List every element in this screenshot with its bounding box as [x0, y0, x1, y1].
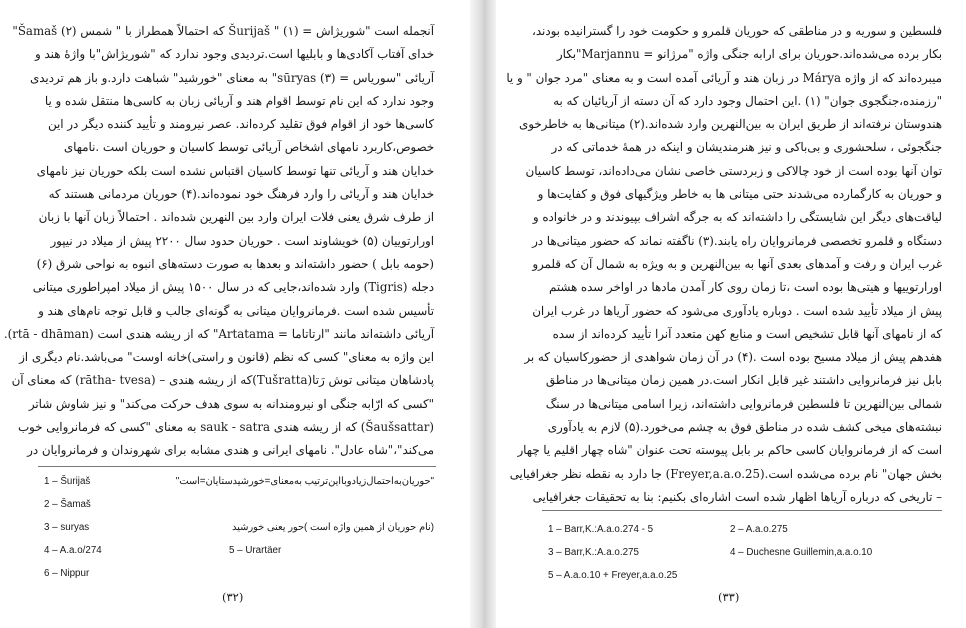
left-text-line: اورارتوییان (۵) خویشاوند است . حوریان حدود سال ۲۲۰۰ پیش از میلاد در نیپور	[50, 233, 434, 248]
left-footnote-1-text: "حوریان‌به‌احتمال‌زیادو‌بااین‌ترتیب به‌معنای=خورشیدستایان=است"	[175, 476, 434, 487]
right-text-line: شمالی بین‌النهرین تا فلسطین فرمانروایی داشته‌اند، زیرا اسامی میتانی‌ها در سنگ	[545, 396, 942, 411]
right-text-line: میبرده‌اند که از واژه Márya در زبان هند و آریائی آمده است و به معنای "مرد جوان " و یا	[506, 70, 942, 85]
left-body-text	[3, 20, 434, 463]
left-text-line: خدای آفتاب آکادی‌ها و بابلیها است.تردیدی وجود ندارد که "شوریژاش"با واژهٔ هند و	[35, 47, 434, 62]
right-text-line: بکار برده می‌شده‌اند.حوریان برای ارابه جنگی واژه "مرژانو = Marjannu"بکار	[556, 47, 942, 62]
right-text-line: بابل نیز فرمانروایی داشتند غیر قابل انکار است.در همین زمان میتانی‌ها در مناطق	[545, 373, 942, 388]
left-text-line: آریائی داشته‌اند مانند "ارتاتاما = Artatama" که از ریشه هندی است (rtā - dhāman).	[3, 326, 434, 341]
right-text-line: هفدهم پیش از میلاد مسیح بوده است .(۴) در آن زمان شواهدی از حضورکاسیان که بر	[524, 350, 942, 365]
left-text-line: وجود ندارد که این نام توسط اقوام هند و آریائی زبان به کاسی‌ها منتقل شده و یا	[44, 93, 434, 108]
left-footnote-divider	[38, 466, 436, 467]
right-text-line: پیش از میلاد تأیید شده است . دوباره یادآوری می‌شود که حضور آریاها در غرب ایران	[532, 303, 942, 318]
right-text-line: است که از فرمانروایان کاسی حاکم بر بابل پیوسته تحت عنوان "شاه چهار اقلیم یا چهار	[517, 443, 942, 458]
right-text-line: دستگاه و قلمرو تخصصی فرمانروایان راه یابند.(۳) ناگفته نماند که حضور میتانی‌ها در	[532, 233, 942, 248]
left-text-line: آریائی "سوریاس = sūryas (۳)" به معنای "خورشید" شباهت دارد.و باز هم تردیدی	[29, 70, 434, 85]
left-text-line: خدایان هند و آریائی را وارد فرهنگ خود نموده‌اند.(۴) حوریان مردمانی هستند که	[48, 187, 434, 202]
left-text-line: (Šaušsattar) که از ریشه هندی sauk - satra به معنای "کسی که فرمانروایی خوب	[17, 420, 434, 435]
left-text-line: خصوص،کاربرد نامهای اشخاص آریائی توسط کاسیان و حوریان است .نامهای	[63, 140, 434, 155]
right-body-text	[506, 20, 942, 509]
right-text-line: نبشته‌های میخی کشف شده در مناطق فوق به چشم می‌خورد.(۵) لازم به یادآوری	[547, 420, 942, 435]
left-text-line: می‌کند"،"شاه عادل". نامهای ایرانی و هندی مشابه برای شهروندان و فرمانروایان در	[27, 443, 434, 458]
left-footnote-4-label: 4 – A.a.o/274	[44, 545, 102, 556]
right-text-line: فلسطین و سوریه و در مناطقی که حوریان قلمرو و حکومت خود را گسترانیده بودند،	[532, 24, 942, 38]
left-page	[0, 0, 470, 628]
left-footnote-3-text: (نام حوریان از همین واژه است )حور یعنی خورشید	[232, 522, 434, 533]
left-footnote-6-label: 6 – Nippur	[44, 568, 90, 579]
left-text-line: پادشاهان میتانی توش رَتا(Tušratta)که از ریشه هندی – (rātha- tvesa) که معنای آن	[11, 373, 434, 388]
right-text-line: که از نامهای آنها قابل تشخیص است و منابع کهن متعدد آنرا تأیید کرده‌اند از سده	[552, 326, 942, 341]
left-text-line: (حومه بابل ) حضور داشته‌اند و بعدها به صورت دسته‌های انبوه به نواحی شرق (۶)	[36, 256, 434, 271]
right-text-line: لیاقت‌های دیگر این شایستگی را داشته‌اند که به جرگه اشراف بپیوندند و در خانواده و	[532, 210, 942, 225]
right-text-line: اورارتوییها و هیتی‌ها بوده است ،تا زمان روی کار آمدن مادها در اواخر سده هشتم	[549, 280, 942, 295]
right-footnote-2: 2 – A.a.o.275	[730, 524, 788, 535]
right-text-line: هندوستان نرفته‌اند از طریق ایران به بین‌النهرین وارد شده‌اند.(۲) میتانی‌ها به خاطرخوی	[519, 117, 942, 132]
left-text-line: تأسیس شده است .فرمانروایان میتانی به گونه‌ای جالب و قابل توجه نام‌های هند و	[38, 303, 434, 318]
right-text-line: بخش جهان" نام برده می‌شده است.(Freyer,a.a.o.25) جا دارد به نقطه نظر جغرافیایی	[509, 466, 942, 481]
right-footnote-1: 1 – Barr,K.:A.a.o.274 - 5	[548, 524, 654, 535]
left-page-number: (۳۲)	[222, 590, 244, 604]
right-text-line: جنگجوئی ، سلحشوری و بی‌باکی و نیز هنرمندیشان و اینکه در همهٔ خدماتی که در	[551, 140, 942, 155]
left-text-line: از طرف شرق یعنی فلات ایران وارد بین النهرین شده‌اند . احتمالاً زبان آنها با زبان	[38, 210, 434, 225]
left-text-line: "کسی که ارّابه جنگی او نیرومند‌انه به سوی هدف حرکت می‌کند" و نیز شاوش شاتر	[28, 396, 434, 411]
left-text-line: این واژه به معنای" کسی که نظم (قانون و راستی)خانه اوست" می‌باشد.نام دیگری از	[19, 350, 434, 365]
left-text-line: کاسی‌ها خود از اقوام فوق تقلید کرده‌اند. عصر نیرومند و تأیید کننده دیگر در این	[48, 117, 434, 132]
right-text-line: و حوریان به کارگمارده می‌شدند حتی میتانی ها به خاطر ویژگیهای فوق و کفایت‌ها و	[537, 187, 942, 202]
right-text-line: توان آنها بوده است از خود چالاکی و زبردستی خاصی نشان می‌داده‌اند، توسط کاسیان	[525, 163, 942, 178]
left-footnote-3-label: 3 – suryas	[44, 522, 90, 533]
left-text-line: دجله (Tigris) وارد شده‌اند،جایی که در سال ۱۵۰۰ پیش از میلاد امپراطوری میتانی	[32, 280, 434, 295]
left-text-line: آنجمله است "شوریژاش = Šurijaš " (۱) که احتمالاً همطراز با " شمس (۲) Šamaš"	[12, 24, 434, 38]
right-page-number: (۳۳)	[718, 590, 740, 604]
right-text-line: غرب ایران و رفت و آمدهای بعدی آنها به بین‌النهرین و به ویژه به شمال آن که قلمرو	[532, 256, 942, 271]
right-text-line: – تاریخی که درباره آریاها اظهار شده است اشاره‌ای بکنیم: بنا به تحقیقات جغرافیایی	[532, 489, 942, 504]
left-footnote-1-label: 1 – Šurijaš	[44, 476, 91, 487]
right-footnote-5: 5 – A.a.o.10 + Freyer,a.a.o.25	[548, 570, 678, 581]
book-spine	[470, 0, 496, 628]
left-footnote-5-label: 5 – Urartäer	[229, 545, 282, 556]
right-footnote-3: 3 – Barr,K.:A.a.o.275	[548, 547, 639, 558]
right-footnote-divider	[542, 510, 942, 511]
left-text-line: خدایان هند و آریائی تنها توسط کاسیان اقتباس نشده است بلکه حوریان نیز نامهای	[36, 163, 434, 178]
right-text-line: "رزمنده،جنگجوی جوان" (۱) .این احتمال وجود دارد که آن دسته از آریائیان که به	[553, 93, 942, 108]
right-footnote-4: 4 – Duchesne Guillemin,a.a.o.10	[730, 547, 873, 558]
right-page	[496, 0, 966, 628]
left-footnote-2-label: 2 – Šamaš	[44, 499, 91, 510]
